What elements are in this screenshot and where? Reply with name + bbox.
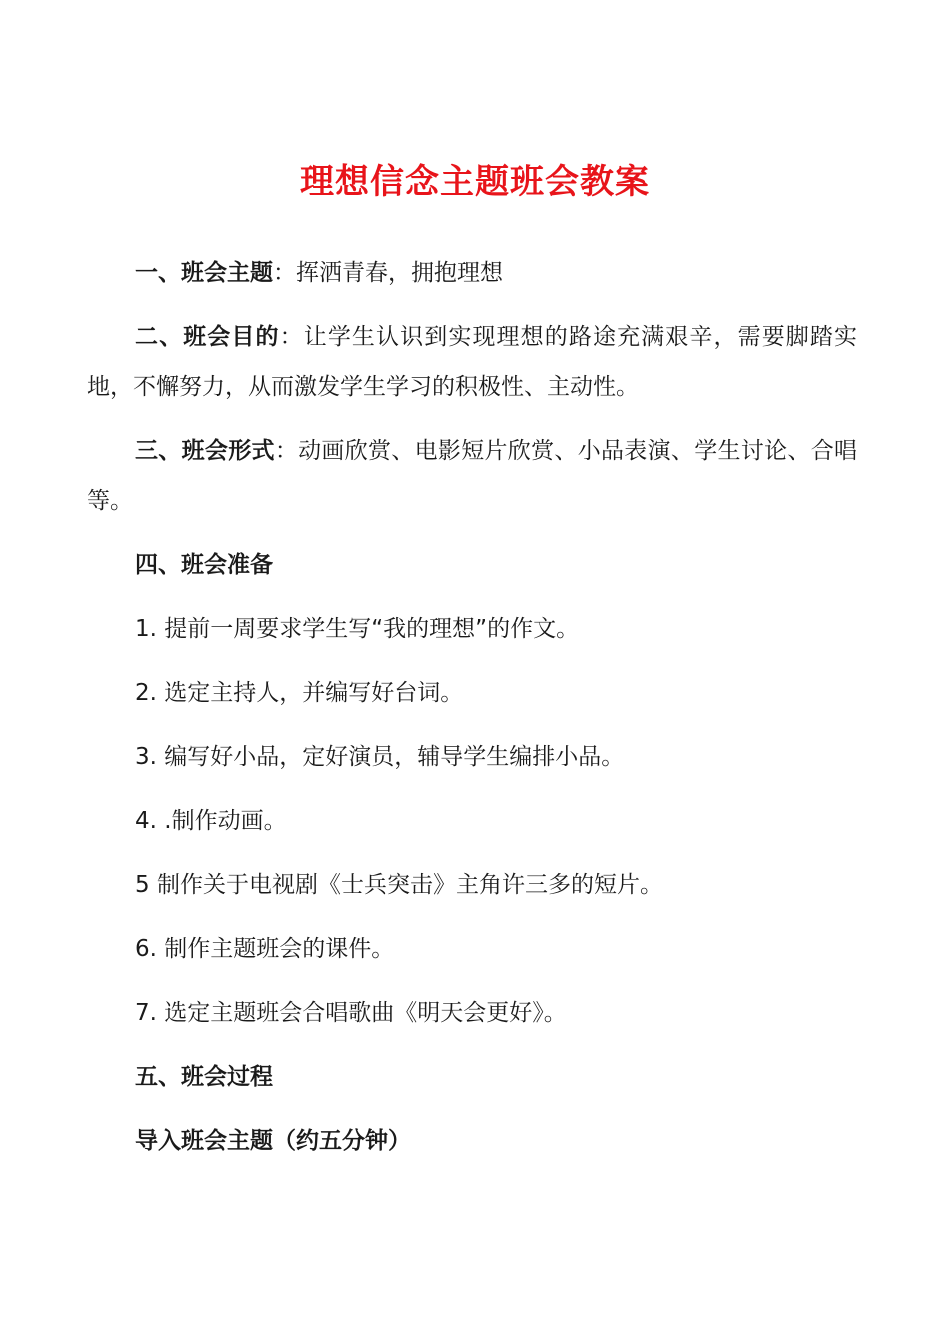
document-title: 理想信念主题班会教案 xyxy=(300,162,650,202)
list-item: 3. 编写好小品，定好演员，辅导学生编排小品。 xyxy=(135,744,625,770)
list-item: 2. 选定主持人，并编写好台词。 xyxy=(135,680,464,706)
section-process-heading: 五、班会过程 xyxy=(135,1064,273,1090)
section-heading: 二、班会目的 xyxy=(135,324,280,350)
document-body xyxy=(87,248,857,1180)
section-text: ：动画欣赏、电影短片欣赏、小品表演、学生讨论、合唱等。 xyxy=(87,438,858,514)
section-heading: 一、班会主题 xyxy=(135,260,273,286)
section-preparation-heading: 四、班会准备 xyxy=(135,552,273,578)
section-text: ：让学生认识到实现理想的路途充满艰辛，需要脚踏实地，不懈努力，从而激发学生学习的积极性、主动性。 xyxy=(87,324,858,400)
section-text: ：挥洒青春，拥抱理想 xyxy=(273,260,503,286)
list-item: 6. 制作主题班会的课件。 xyxy=(135,936,395,962)
section-format xyxy=(87,426,857,526)
list-item: 5 制作关于电视剧《士兵突击》主角许三多的短片。 xyxy=(135,872,663,898)
section-purpose xyxy=(87,312,857,412)
list-item: 7. 选定主题班会合唱歌曲《明天会更好》。 xyxy=(135,1000,567,1026)
section-theme xyxy=(87,248,857,298)
section-process-subheading: 导入班会主题（约五分钟） xyxy=(135,1128,411,1154)
list-item: 1. 提前一周要求学生写“我的理想”的作文。 xyxy=(135,616,580,642)
section-heading: 三、班会形式 xyxy=(135,438,275,464)
list-item: 4. .制作动画。 xyxy=(135,808,287,834)
